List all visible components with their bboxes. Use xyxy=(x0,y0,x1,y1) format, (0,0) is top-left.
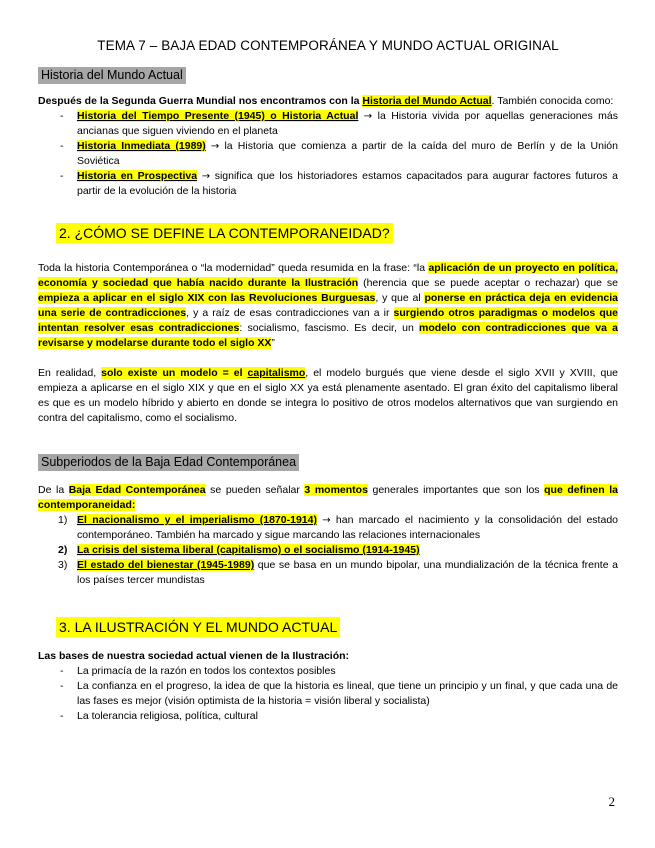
highlight-text: que definen la contemporaneidad: xyxy=(38,484,618,511)
paragraph-text: generales importantes que son los xyxy=(367,484,545,496)
paragraph-text: , el modelo burgués que viene desde el siglo XVII y XVIII, que empieza a aplicarse en el siglo XIX y que en el siglo XX ya está plenamente asentado. El gran éxito del capitalismo liberal es que es un modelo híbrido y abierto en donde se integra lo positivo de otros modelos alternativos que van surgiendo en contra del capitalismo, como el socialismo. xyxy=(38,367,618,424)
list-item-term: El estado del bienestar (1945-1989) xyxy=(77,559,255,571)
paragraph-text: En realidad, xyxy=(38,367,102,379)
highlight-text: Baja Edad Contemporánea xyxy=(68,484,206,496)
highlight-text: solo existe un modelo = el xyxy=(101,367,248,379)
list-item xyxy=(38,139,618,169)
paragraph-text: , y a raíz de esas contradicciones van a ir xyxy=(186,307,394,319)
highlight-text: empieza a aplicar en el siglo XIX con las Revoluciones Burguesas xyxy=(38,292,376,304)
list-item-text: que se basa en un mundo bipolar, una mundialización de la técnica frente a los países tercer mundistas xyxy=(77,559,618,586)
list-item xyxy=(38,558,618,588)
section3-list xyxy=(38,513,618,588)
paragraph-text: , y que al xyxy=(375,292,425,304)
section-heading-contemporaneidad xyxy=(38,223,618,243)
highlight-text-underlined: capitalismo xyxy=(247,367,306,379)
section-title: LA ILUSTRACIÓN Y EL MUNDO ACTUAL xyxy=(74,619,338,635)
section-number: 2. xyxy=(59,225,71,241)
section-heading-text xyxy=(56,617,340,637)
page-number: 2 xyxy=(608,794,615,809)
section1-intro xyxy=(38,94,618,109)
list-item-text: significa que los historiadores estamos capacitados para augurar factores futuros a partir de la evolución de la historia xyxy=(77,170,618,197)
section-number: 3. xyxy=(59,619,71,635)
document-page xyxy=(38,38,618,724)
list-item xyxy=(38,543,618,558)
list-item: - La tolerancia religiosa, política, cultural xyxy=(38,709,618,724)
section-heading-text: Historia del Mundo Actual xyxy=(38,67,186,84)
list-item-term: Historia del Tiempo Presente (1945) o Historia Actual xyxy=(77,110,359,122)
section1-list xyxy=(38,109,618,199)
section-title: ¿CÓMO SE DEFINE LA CONTEMPORANEIDAD? xyxy=(74,225,390,241)
list-item xyxy=(38,169,618,199)
arrow-icon: → xyxy=(201,171,211,182)
list-item-text: han marcado el nacimiento y la consolidación del estado contemporáneo. También ha marcado y sigue marcando las relaciones internacionales xyxy=(77,514,618,541)
highlight-text: aplicación de un proyecto en política, economía y sociedad que había nacido durante la Ilustración xyxy=(38,262,618,289)
section-heading-text: Subperiodos de la Baja Edad Contemporánea xyxy=(38,454,299,471)
highlight-text: 3 momentos xyxy=(304,484,368,496)
list-item-term: El nacionalismo y el imperialismo (1870-1914) xyxy=(77,514,317,526)
list-item-term: La crisis del sistema liberal (capitalismo) o el socialismo (1914-1945) xyxy=(77,544,420,556)
paragraph-text: ” xyxy=(271,337,275,349)
section-heading-historia-mundo-actual xyxy=(38,67,618,84)
section4-list xyxy=(38,664,618,724)
section-heading-ilustracion xyxy=(38,617,618,637)
list-item-term: Historia en Prospectiva xyxy=(77,170,198,182)
list-number: 1) xyxy=(58,514,68,526)
arrow-icon: → xyxy=(322,515,331,526)
section3-intro xyxy=(38,483,618,513)
highlight-text: ponerse en práctica deja en evidencia una serie de contradicciones xyxy=(38,292,618,319)
section2-paragraph-1 xyxy=(38,261,618,351)
list-item: - La primacía de la razón en todos los contextos posibles xyxy=(38,664,618,679)
intro-text-bold: Después de la Segunda Guerra Mundial nos encontramos con la xyxy=(38,95,363,107)
intro-highlight: Historia del Mundo Actual xyxy=(362,95,492,107)
list-item-text: la Historia que comienza a partir de la caída del muro de Berlín y de la Unión Soviética xyxy=(77,140,618,167)
section-heading-subperiodos xyxy=(38,454,618,471)
list-item xyxy=(38,109,618,139)
section2-paragraph-2 xyxy=(38,366,618,426)
list-number: 3) xyxy=(58,559,68,571)
list-number: 2) xyxy=(58,544,68,556)
list-item: - La confianza en el progreso, la idea de que la historia es lineal, que tiene un principio y un final, y que cada una de las fases es mejor (visión optimista de la historia = visión liberal y socialista) xyxy=(38,679,618,709)
paragraph-text: se pueden señalar xyxy=(205,484,305,496)
intro-text-end: . También conocida como: xyxy=(491,95,614,107)
paragraph-text: : socialismo, fascismo. Es decir, un xyxy=(239,322,420,334)
arrow-icon: → xyxy=(210,141,220,152)
paragraph-text: De la xyxy=(38,484,69,496)
document-title: TEMA 7 – BAJA EDAD CONTEMPORÁNEA Y MUNDO ACTUAL ORIGINAL xyxy=(97,38,559,53)
highlight-text: modelo con contradicciones que va a revisarse y modelarse durante todo el siglo XX xyxy=(38,322,618,349)
paragraph-text: (herencia que se puede aceptar o rechazar) que se xyxy=(358,277,618,289)
list-item xyxy=(38,513,618,543)
section-heading-text xyxy=(56,223,393,243)
highlight-text: surgiendo otros paradigmas o modelos que intentan resolver esas contradicciones xyxy=(38,307,618,334)
list-item-text: la Historia vivida por aquellas generaciones más ancianas que siguen viviendo en el planeta xyxy=(77,110,618,137)
list-item-term: Historia Inmediata (1989) xyxy=(77,140,206,152)
paragraph-text: Toda la historia Contemporánea o “la modernidad” queda resumida en la frase: “la xyxy=(38,262,429,274)
arrow-icon: → xyxy=(363,111,373,122)
section4-intro: Las bases de nuestra sociedad actual vienen de la Ilustración: xyxy=(38,650,350,662)
